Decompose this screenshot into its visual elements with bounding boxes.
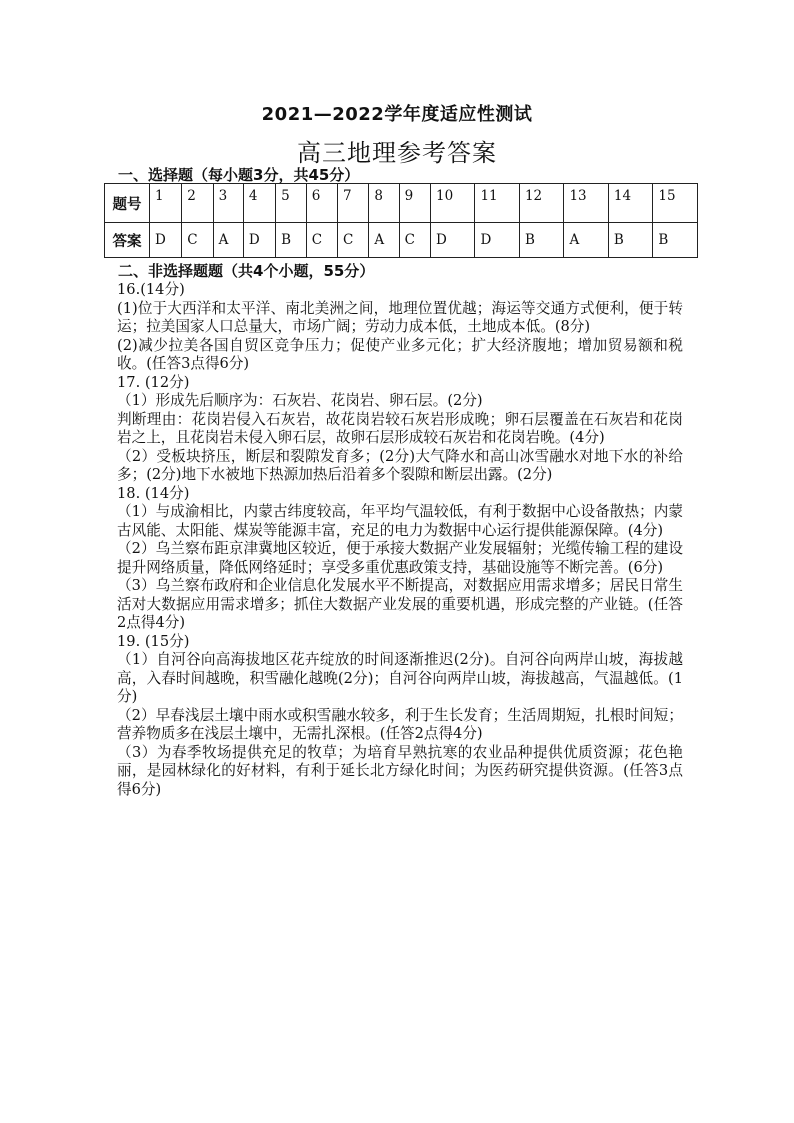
answer-cell: D bbox=[430, 223, 474, 258]
question-number: 14 bbox=[608, 184, 652, 223]
question-number-row bbox=[105, 184, 698, 223]
question-number: 9 bbox=[399, 184, 430, 223]
page-title: 高三地理参考答案 bbox=[297, 139, 497, 167]
answer-table bbox=[104, 183, 698, 258]
answer-paragraph: 判断理由：花岗岩侵入石灰岩，故花岗岩较石灰岩形成晚；卵石层覆盖在石灰岩和花岗岩之上，且花岗岩未侵入卵石层，故卵石层形成较石灰岩和花岗岩晚。(4分) bbox=[117, 410, 683, 446]
answer-cell: C bbox=[399, 223, 430, 258]
answer-cell: D bbox=[150, 223, 182, 258]
question-number: 13 bbox=[564, 184, 608, 223]
question-number: 15 bbox=[653, 184, 698, 223]
answer-paragraph: (2)减少拉美各国自贸区竞争压力；促使产业多元化；扩大经济腹地；增加贸易额和税收。(任答3点得6分) bbox=[117, 336, 683, 372]
answer-cell: A bbox=[213, 223, 243, 258]
question-number: 7 bbox=[338, 184, 369, 223]
answer-paragraph: （1）与成渝相比，内蒙古纬度较高，年平均气温较低，有利于数据中心设备散热；内蒙古风能、太阳能、煤炭等能源丰富，充足的电力为数据中心运行提供能源保障。(4分) bbox=[117, 503, 683, 539]
answer-paragraph: （3）为春季牧场提供充足的牧草；为培育早熟抗寒的农业品种提供优质资源；花色艳丽，是园林绿化的好材料，有利于延长北方绿化时间；为医药研究提供资源。(任答3点得6分) bbox=[117, 743, 683, 798]
question-heading: 18. (14分) bbox=[117, 484, 190, 502]
question-number: 8 bbox=[369, 184, 399, 223]
section-heading-multiple-choice: 一、选择题（每小题3分，共45分） bbox=[118, 166, 360, 184]
section-heading-free-response: 二、非选择题题（共4个小题，55分） bbox=[118, 262, 375, 280]
answer-paragraph: （1）自河谷向高海拔地区花卉绽放的时间逐渐推迟(2分)。自河谷向两岸山坡，海拔越高，入春时间越晚，积雪融化越晚(2分)；自河谷向两岸山坡，海拔越高，气温越低。(1分) bbox=[117, 651, 683, 705]
answer-cell: C bbox=[338, 223, 369, 258]
answer-cell: B bbox=[653, 223, 698, 258]
question-number: 1 bbox=[150, 184, 182, 223]
answer-paragraph: （3）乌兰察布政府和企业信息化发展水平不断提高，对数据应用需求增多；居民日常生活对大数据应用需求增多；抓住大数据产业发展的重要机遇，形成完整的产业链。(任答2点得4分) bbox=[117, 577, 683, 631]
answer-row bbox=[105, 223, 698, 258]
question-number: 4 bbox=[243, 184, 275, 223]
question-number: 3 bbox=[213, 184, 243, 223]
question-number: 10 bbox=[430, 184, 474, 223]
answer-cell: B bbox=[276, 223, 307, 258]
question-number: 6 bbox=[306, 184, 337, 223]
row-label-answers: 答案 bbox=[105, 223, 150, 258]
question-number: 5 bbox=[276, 184, 307, 223]
question-heading: 19. (15分) bbox=[117, 632, 190, 650]
answer-cell: B bbox=[519, 223, 563, 258]
answer-cell: C bbox=[182, 223, 213, 258]
answer-cell: A bbox=[564, 223, 608, 258]
answer-paragraph: （1）形成先后顺序为：石灰岩、花岗岩、卵石层。(2分) bbox=[117, 392, 483, 409]
answer-paragraph: (1)位于大西洋和太平洋、南北美洲之间，地理位置优越；海运等交通方式便利，便于转运；拉美国家人口总量大，市场广阔；劳动力成本低，土地成本低。(8分) bbox=[117, 299, 683, 335]
question-heading: 16.(14分) bbox=[117, 281, 185, 298]
answer-body bbox=[117, 281, 683, 799]
answer-paragraph: （2）乌兰察布距京津冀地区较近，便于承接大数据产业发展辐射；光缆传输工程的建设提升网络质量，降低网络延时；享受多重优惠政策支持，基础设施等不断完善。(6分) bbox=[117, 540, 683, 576]
answer-paragraph: （2）早春浅层土壤中雨水或积雪融水较多，利于生长发育；生活周期短，扎根时间短；营养物质多在浅层土壤中，无需扎深根。(任答2点得4分) bbox=[117, 706, 683, 742]
answer-cell: D bbox=[475, 223, 519, 258]
answer-cell: A bbox=[369, 223, 399, 258]
question-heading: 17. (12分) bbox=[117, 373, 190, 391]
question-number: 2 bbox=[182, 184, 213, 223]
exam-title: 2021—2022学年度适应性测试 bbox=[261, 104, 533, 125]
answer-cell: D bbox=[243, 223, 275, 258]
question-number: 12 bbox=[519, 184, 563, 223]
question-number: 11 bbox=[475, 184, 519, 223]
answer-cell: C bbox=[306, 223, 337, 258]
row-label-numbers: 题号 bbox=[105, 184, 150, 223]
answer-cell: B bbox=[608, 223, 652, 258]
answer-paragraph: （2）受板块挤压，断层和裂隙发育多；(2分)大气降水和高山冰雪融水对地下水的补给多；(2分)地下水被地下热源加热后沿着多个裂隙和断层出露。(2分) bbox=[117, 447, 683, 483]
